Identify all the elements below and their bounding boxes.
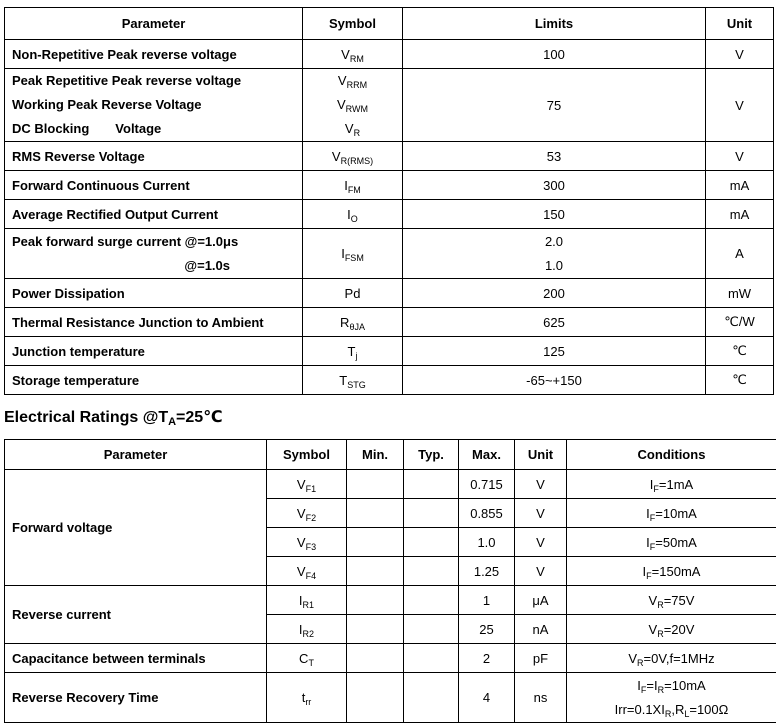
limit-cell: 125 bbox=[403, 337, 706, 366]
header-min: Min. bbox=[347, 440, 404, 470]
header-conditions: Conditions bbox=[567, 440, 776, 470]
symbol-cell: $V_{F3}$ bbox=[267, 528, 347, 557]
table-row bbox=[5, 279, 774, 308]
min-cell bbox=[347, 586, 404, 615]
table-row bbox=[5, 470, 776, 499]
symbol-cell: $V_{R(RMS)}$ bbox=[303, 142, 403, 171]
unit-cell: V bbox=[515, 499, 567, 528]
limit-cell: 75 bbox=[403, 69, 706, 142]
typ-cell bbox=[404, 557, 459, 586]
table-row bbox=[5, 171, 774, 200]
symbol-cell: $V_{F1}$ bbox=[267, 470, 347, 499]
limit-cell: 2.0 1.0 bbox=[403, 229, 706, 279]
unit-cell: ℃/W bbox=[706, 308, 774, 337]
condition-cell: $I_F=150mA$ bbox=[567, 557, 776, 586]
table-row bbox=[5, 644, 776, 673]
table-row bbox=[5, 142, 774, 171]
param-cell: Power Dissipation bbox=[5, 279, 303, 308]
condition-cell: $I_F=50mA$ bbox=[567, 528, 776, 557]
header-parameter: Parameter bbox=[5, 440, 267, 470]
typ-cell bbox=[404, 499, 459, 528]
table-row bbox=[5, 366, 774, 395]
max-cell: 2 bbox=[459, 644, 515, 673]
symbol-cell: $I_{FSM}$ bbox=[303, 229, 403, 279]
condition-cell: $I_F=10mA$ bbox=[567, 499, 776, 528]
symbol-cell: $t_{rr}$ bbox=[267, 673, 347, 723]
header-unit: Unit bbox=[515, 440, 567, 470]
symbol-cell: Pd bbox=[303, 279, 403, 308]
condition-cell: $V_R=20V$ bbox=[567, 615, 776, 644]
symbol-cell: $T_{STG}$ bbox=[303, 366, 403, 395]
header-typ: Typ. bbox=[404, 440, 459, 470]
symbol-cell: $V_{F2}$ bbox=[267, 499, 347, 528]
param-cell: Forward Continuous Current bbox=[5, 171, 303, 200]
header-symbol: Symbol bbox=[303, 8, 403, 40]
param-cell: RMS Reverse Voltage bbox=[5, 142, 303, 171]
min-cell bbox=[347, 673, 404, 723]
symbol-cell: $I_{R2}$ bbox=[267, 615, 347, 644]
table-row bbox=[5, 308, 774, 337]
unit-cell: μA bbox=[515, 586, 567, 615]
table-header-row bbox=[5, 8, 774, 40]
table-row bbox=[5, 69, 774, 142]
unit-cell: mA bbox=[706, 171, 774, 200]
header-parameter: Parameter bbox=[5, 8, 303, 40]
table-row bbox=[5, 673, 776, 723]
unit-cell: ℃ bbox=[706, 337, 774, 366]
typ-cell bbox=[404, 470, 459, 499]
param-cell: Reverse current bbox=[5, 586, 267, 644]
typ-cell bbox=[404, 586, 459, 615]
condition-cell: $V_R=75V$ bbox=[567, 586, 776, 615]
unit-cell: V bbox=[515, 557, 567, 586]
unit-cell: ns bbox=[515, 673, 567, 723]
max-cell: 1.0 bbox=[459, 528, 515, 557]
unit-cell: V bbox=[706, 69, 774, 142]
condition-cell: $V_R=0V,f=1MHz$ bbox=[567, 644, 776, 673]
maximum-ratings-table bbox=[4, 7, 774, 395]
unit-cell: V bbox=[706, 142, 774, 171]
limit-cell: 200 bbox=[403, 279, 706, 308]
header-limits: Limits bbox=[403, 8, 706, 40]
min-cell bbox=[347, 470, 404, 499]
min-cell bbox=[347, 557, 404, 586]
param-cell: Reverse Recovery Time bbox=[5, 673, 267, 723]
param-cell: Non-Repetitive Peak reverse voltage bbox=[5, 40, 303, 69]
limit-cell: 100 bbox=[403, 40, 706, 69]
table-row bbox=[5, 200, 774, 229]
header-symbol: Symbol bbox=[267, 440, 347, 470]
table-row bbox=[5, 229, 774, 279]
typ-cell bbox=[404, 615, 459, 644]
section-title: Electrical Ratings $@T_A=25℃$ bbox=[4, 409, 223, 428]
param-cell: Storage temperature bbox=[5, 366, 303, 395]
typ-cell bbox=[404, 644, 459, 673]
max-cell: 25 bbox=[459, 615, 515, 644]
min-cell bbox=[347, 499, 404, 528]
unit-cell: ℃ bbox=[706, 366, 774, 395]
param-cell: Peak forward surge current @=1.0μs @=1.0s bbox=[5, 229, 303, 279]
typ-cell bbox=[404, 528, 459, 557]
table-row bbox=[5, 586, 776, 615]
max-cell: 1 bbox=[459, 586, 515, 615]
symbol-cell: $V_{RM}$ bbox=[303, 40, 403, 69]
table-row bbox=[5, 40, 774, 69]
unit-cell: nA bbox=[515, 615, 567, 644]
limit-cell: -65~+150 bbox=[403, 366, 706, 395]
table-header-row bbox=[5, 440, 776, 470]
unit-cell: V bbox=[515, 528, 567, 557]
min-cell bbox=[347, 615, 404, 644]
limit-cell: 300 bbox=[403, 171, 706, 200]
param-cell: Average Rectified Output Current bbox=[5, 200, 303, 229]
header-max: Max. bbox=[459, 440, 515, 470]
param-cell: Forward voltage bbox=[5, 470, 267, 586]
max-cell: 4 bbox=[459, 673, 515, 723]
unit-cell: V bbox=[515, 470, 567, 499]
typ-cell bbox=[404, 673, 459, 723]
symbol-cell: $R_{\theta JA}$ bbox=[303, 308, 403, 337]
min-cell bbox=[347, 528, 404, 557]
param-cell: Junction temperature bbox=[5, 337, 303, 366]
unit-cell: mA bbox=[706, 200, 774, 229]
param-cell: Peak Repetitive Peak reverse voltage Working Peak Reverse Voltage DC Blocking Voltage bbox=[5, 69, 303, 142]
table-row bbox=[5, 337, 774, 366]
limit-cell: 53 bbox=[403, 142, 706, 171]
param-cell: Thermal Resistance Junction to Ambient bbox=[5, 308, 303, 337]
symbol-cell: $I_{FM}$ bbox=[303, 171, 403, 200]
symbol-cell: $T_j$ bbox=[303, 337, 403, 366]
symbol-cell: $I_O$ bbox=[303, 200, 403, 229]
symbol-cell: $V_{F4}$ bbox=[267, 557, 347, 586]
condition-cell: $I_F=I_R=10mA$ $Irr=0.1XI_R,R_L=100\Omega$ bbox=[567, 673, 776, 723]
symbol-cell: $C_T$ bbox=[267, 644, 347, 673]
max-cell: 0.855 bbox=[459, 499, 515, 528]
unit-cell: pF bbox=[515, 644, 567, 673]
condition-cell: $I_F=1mA$ bbox=[567, 470, 776, 499]
unit-cell: A bbox=[706, 229, 774, 279]
limit-cell: 150 bbox=[403, 200, 706, 229]
unit-cell: V bbox=[706, 40, 774, 69]
max-cell: 0.715 bbox=[459, 470, 515, 499]
symbol-cell: $I_{R1}$ bbox=[267, 586, 347, 615]
min-cell bbox=[347, 644, 404, 673]
symbol-cell: $V_{RRM}$ $V_{RWM}$ $V_R$ bbox=[303, 69, 403, 142]
limit-cell: 625 bbox=[403, 308, 706, 337]
electrical-ratings-table bbox=[4, 439, 776, 723]
max-cell: 1.25 bbox=[459, 557, 515, 586]
header-unit: Unit bbox=[706, 8, 774, 40]
unit-cell: mW bbox=[706, 279, 774, 308]
param-cell: Capacitance between terminals bbox=[5, 644, 267, 673]
